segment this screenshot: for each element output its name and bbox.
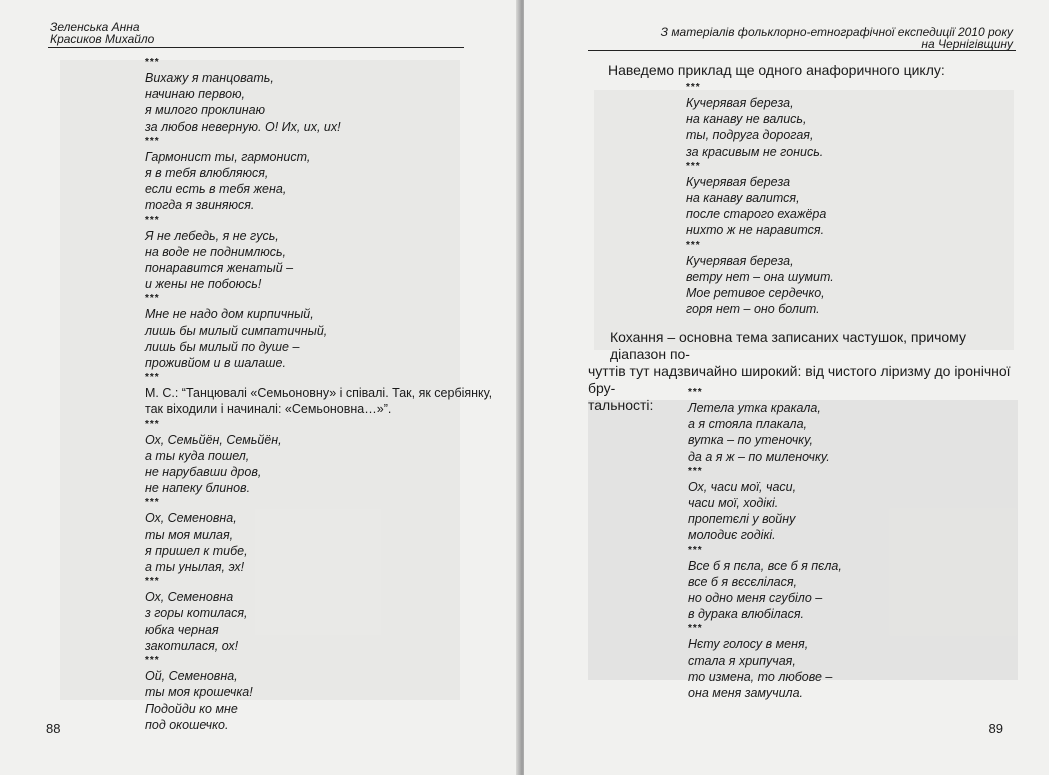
paragraph-line: Кохання – основна тема записаних частушок, причому діапазон по- <box>610 329 966 362</box>
stanza <box>145 668 475 733</box>
left-verse-block <box>145 56 493 733</box>
verse-line: и жены не побоюсь! <box>145 277 262 292</box>
right-verse-block-1 <box>686 81 986 317</box>
verse-line: часи мої, ходікі. <box>688 496 779 511</box>
stanza-separator: *** <box>688 623 703 635</box>
stanza <box>145 306 475 371</box>
verse-line: Ох, Семеновна, <box>145 511 237 526</box>
verse-line: понаравится женатый – <box>145 261 294 276</box>
verse-line: лишь бы милый по душе – <box>145 339 300 354</box>
verse-line: ветру нет – она шумит. <box>686 269 834 284</box>
verse-line: Ой, Семеновна, <box>145 669 238 684</box>
verse-line: под окошечко. <box>145 717 229 732</box>
stanza-separator: *** <box>145 214 160 226</box>
verse-line: на канаву не вались, <box>686 112 807 127</box>
right-verse-block-2 <box>688 386 988 701</box>
verse-line: горя нет – оно болит. <box>686 302 820 317</box>
remark-line: так віходили і начиналі: «Семьоновна…»”. <box>145 402 392 417</box>
left-header <box>50 21 154 45</box>
left-header-rule <box>48 47 464 48</box>
stanza-separator: *** <box>145 497 160 509</box>
stanza <box>145 589 475 654</box>
stanza-separator: *** <box>145 655 160 667</box>
verse-line: я пришел к тибе, <box>145 543 248 558</box>
stanza <box>145 432 475 497</box>
verse-line: Мне не надо дом кирпичный, <box>145 307 314 322</box>
intro-sentence: Наведемо приклад ще одного анафоричного циклу: <box>608 62 945 78</box>
paragraph-line: чуттів тут надзвичайно широкий: від чистого ліризму до іронічної бру- <box>588 363 1011 396</box>
page-number-left: 88 <box>46 721 61 736</box>
verse-line: в дурака влюбілася. <box>688 607 805 622</box>
author-1: Зеленська Анна <box>50 20 140 34</box>
verse-line: на воде не поднимлюсь, <box>145 244 287 259</box>
stanza <box>686 174 986 239</box>
stanza <box>145 149 475 214</box>
verse-line: она меня замучила. <box>688 686 804 701</box>
stanza <box>145 510 475 575</box>
verse-line: но одно меня сгубіло – <box>688 591 823 606</box>
verse-line: Мое ретивое сердечко, <box>686 286 825 301</box>
stanza-separator: *** <box>688 465 703 477</box>
stanza <box>688 479 988 544</box>
stanza-separator: *** <box>688 387 703 398</box>
verse-line: за любов неверную. О! Их, их, их! <box>145 119 341 134</box>
verse-line: Вихажу я танцовать, <box>145 71 274 85</box>
verse-line: Подойди ко мне <box>145 701 238 716</box>
verse-line: Нєту голосу в меня, <box>688 637 809 652</box>
stanza-separator: *** <box>145 372 160 384</box>
verse-line: вутка – по утеночку, <box>688 433 813 448</box>
right-page <box>524 0 1049 775</box>
stanza-separator: *** <box>145 135 160 147</box>
verse-line: на канаву валится, <box>686 191 800 206</box>
verse-line: стала я хрипучая, <box>688 653 796 668</box>
stanza-separator: *** <box>688 544 703 556</box>
stanza-separator: *** <box>145 418 160 430</box>
stanza-separator: *** <box>686 160 701 172</box>
verse-line: я милого проклинаю <box>145 103 266 118</box>
verse-line: Ох, Семьйён, Семьйён, <box>145 432 282 447</box>
right-header-rule <box>588 50 1016 51</box>
verse-line: а я стояла плакала, <box>688 417 807 432</box>
verse-line: Кучерявая береза, <box>686 96 794 110</box>
verse-line: з горы котилася, <box>145 606 248 621</box>
verse-line: юбка черная <box>145 622 219 637</box>
verse-line: Гармонист ты, гармонист, <box>145 149 311 164</box>
stanza <box>686 95 986 160</box>
verse-line: Я не лебедь, я не гусь, <box>145 228 279 243</box>
stanza <box>686 253 986 318</box>
stanza <box>145 70 475 135</box>
verse-line: все б я вєсєлілася, <box>688 574 797 589</box>
page-number-right: 89 <box>988 721 1003 736</box>
informant-remark <box>145 385 493 417</box>
verse-line: тогда я звиняюся. <box>145 198 255 213</box>
right-header <box>661 26 1013 50</box>
verse-line: Ох, часи мої, часи, <box>688 479 797 494</box>
verse-line: а ты унылая, эх! <box>145 560 245 575</box>
verse-line: ты моя крошечка! <box>145 685 253 700</box>
verse-line: после старого ехажёра <box>686 207 827 222</box>
verse-line: а ты куда пошел, <box>145 448 250 463</box>
verse-line: если есть в тебя жена, <box>145 182 287 197</box>
verse-line: ты, подруга дорогая, <box>686 128 814 143</box>
stanza-separator: *** <box>686 82 701 93</box>
verse-line: не напеку блинов. <box>145 481 251 496</box>
verse-line: ты моя милая, <box>145 527 234 542</box>
verse-line: не нарубавши дров, <box>145 465 262 480</box>
verse-line: нихто ж не наравится. <box>686 223 825 238</box>
verse-line: за красивым не гонись. <box>686 144 824 159</box>
stanza-separator: *** <box>145 57 160 68</box>
stanza <box>145 228 475 293</box>
stanza <box>688 636 988 701</box>
remark-line: М. С.: “Танцювалі «Семьоновну» і співалі. Так, як сербіянку, <box>145 386 493 401</box>
verse-line: Ох, Семеновна <box>145 590 234 605</box>
right-header-line-2: на Чернігівщину <box>921 37 1013 51</box>
author-2: Красиков Михайло <box>50 32 155 46</box>
verse-line: Кучерявая береза, <box>686 253 794 268</box>
stanza-separator: *** <box>686 239 701 251</box>
left-page <box>0 0 520 775</box>
verse-line: пропетєлі у войну <box>688 512 796 527</box>
verse-line: да а я ж – по миленочку. <box>688 449 830 464</box>
verse-line: Летела утка кракала, <box>688 401 821 415</box>
stanza <box>688 400 988 465</box>
verse-line: то измена, то любове – <box>688 669 833 684</box>
paragraph-line: тальності: <box>588 397 654 413</box>
verse-line: молодиє годікі. <box>688 528 776 543</box>
verse-line: Кучерявая береза <box>686 174 791 189</box>
verse-line: проживйом и в шалаше. <box>145 356 286 371</box>
verse-line: лишь бы милый симпатичный, <box>145 323 328 338</box>
verse-line: Все б я пєла, все б я пєла, <box>688 558 842 573</box>
verse-line: закотилася, ох! <box>145 638 239 653</box>
right-header-line-1: З матеріалів фольклорно-етнографічної експедиції 2010 року <box>660 25 1013 39</box>
stanza <box>688 558 988 623</box>
verse-line: я в тебя влюбляюся, <box>145 166 269 181</box>
stanza-separator: *** <box>145 293 160 305</box>
verse-line: начинаю первою, <box>145 87 245 102</box>
stanza-separator: *** <box>145 576 160 588</box>
